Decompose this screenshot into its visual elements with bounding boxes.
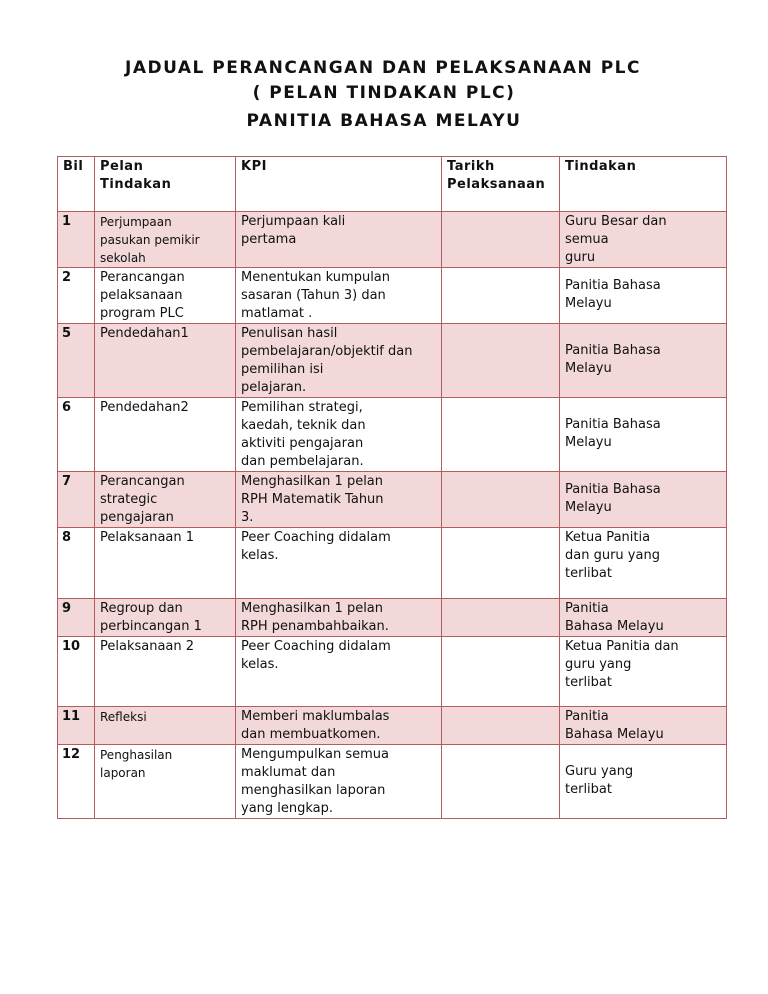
cell-line: Perancangan xyxy=(100,474,185,489)
cell-bil: 1 xyxy=(58,212,95,268)
cell-line: 3. xyxy=(241,510,254,525)
cell-tindakan xyxy=(560,398,727,472)
cell-line: Peer Coaching didalam xyxy=(241,639,391,654)
table-row xyxy=(58,472,727,528)
cell-line: pemilihan isi xyxy=(241,362,324,377)
cell-line: Perancangan xyxy=(100,270,185,285)
cell-bil: 11 xyxy=(58,707,95,745)
cell-tarikh xyxy=(442,745,560,819)
cell-line: Peer Coaching didalam xyxy=(241,530,391,545)
table-row xyxy=(58,528,727,599)
cell-line: aktiviti pengajaran xyxy=(241,436,364,451)
cell-line: guru yang xyxy=(565,657,632,672)
cell-line: Regroup dan xyxy=(100,601,183,616)
cell-pelan-tindakan xyxy=(95,745,236,819)
cell-tarikh xyxy=(442,637,560,707)
cell-line: Pendedahan1 xyxy=(100,326,189,341)
cell-line: RPH penambahbaikan. xyxy=(241,619,389,634)
cell-line: Menghasilkan 1 pelan xyxy=(241,601,384,616)
cell-line: pelaksanaan xyxy=(100,288,183,303)
cell-line: pertama xyxy=(241,232,297,247)
cell-kpi xyxy=(236,707,442,745)
cell-line: Pendedahan2 xyxy=(100,400,189,415)
cell-line: Penulisan hasil xyxy=(241,326,338,341)
cell-tindakan xyxy=(560,745,727,819)
title-line-1: JADUAL PERANCANGAN DAN PELAKSANAAN PLC xyxy=(125,58,641,78)
header-pelan-line-1: Pelan xyxy=(100,159,144,174)
cell-kpi xyxy=(236,398,442,472)
cell-pelan-tindakan xyxy=(95,472,236,528)
cell-line: Guru yang xyxy=(565,764,634,779)
cell-line: Melayu xyxy=(565,500,612,515)
cell-kpi xyxy=(236,268,442,324)
cell-line: terlibat xyxy=(565,782,612,797)
cell-line: Ketua Panitia xyxy=(565,530,651,545)
cell-line: laporan xyxy=(100,766,146,780)
cell-line: Panitia xyxy=(565,601,609,616)
table-header-row xyxy=(58,157,727,212)
cell-line: Menentukan kumpulan xyxy=(241,270,391,285)
cell-line: sasaran (Tahun 3) dan xyxy=(241,288,386,303)
cell-tindakan xyxy=(560,268,727,324)
table-row xyxy=(58,707,727,745)
cell-line: perbincangan 1 xyxy=(100,619,202,634)
cell-pelan-tindakan xyxy=(95,707,236,745)
cell-kpi xyxy=(236,324,442,398)
title-line-3: PANITIA BAHASA MELAYU xyxy=(246,111,522,131)
cell-tindakan xyxy=(560,324,727,398)
cell-line: Ketua Panitia dan xyxy=(565,639,679,654)
title-line-2: ( PELAN TINDAKAN PLC) xyxy=(252,83,516,103)
cell-pelan-tindakan xyxy=(95,637,236,707)
cell-bil: 9 xyxy=(58,599,95,637)
cell-line: Panitia Bahasa xyxy=(565,417,661,432)
cell-kpi xyxy=(236,637,442,707)
cell-line: guru xyxy=(565,250,596,265)
cell-kpi xyxy=(236,599,442,637)
cell-pelan-tindakan xyxy=(95,268,236,324)
cell-kpi xyxy=(236,212,442,268)
cell-line: Panitia Bahasa xyxy=(565,343,661,358)
table-row xyxy=(58,745,727,819)
cell-tarikh xyxy=(442,707,560,745)
cell-line: Refleksi xyxy=(100,710,147,724)
cell-pelan-tindakan xyxy=(95,398,236,472)
header-bil: Bil xyxy=(58,157,95,212)
cell-pelan-tindakan xyxy=(95,528,236,599)
cell-line: Pelaksanaan 1 xyxy=(100,530,195,545)
table-row xyxy=(58,599,727,637)
table-row xyxy=(58,398,727,472)
cell-kpi xyxy=(236,472,442,528)
cell-tindakan xyxy=(560,599,727,637)
header-tarikh-line-2: Pelaksanaan xyxy=(447,177,546,192)
cell-tarikh xyxy=(442,472,560,528)
cell-tindakan xyxy=(560,472,727,528)
cell-line: Memberi maklumbalas xyxy=(241,709,390,724)
cell-line: kelas. xyxy=(241,548,279,563)
cell-bil: 5 xyxy=(58,324,95,398)
cell-kpi xyxy=(236,745,442,819)
cell-tindakan xyxy=(560,528,727,599)
cell-line: matlamat . xyxy=(241,306,313,321)
plc-schedule-table xyxy=(57,156,727,819)
cell-pelan-tindakan xyxy=(95,212,236,268)
cell-bil: 10 xyxy=(58,637,95,707)
cell-tarikh xyxy=(442,212,560,268)
header-pelan-tindakan xyxy=(95,157,236,212)
cell-line: dan guru yang xyxy=(565,548,660,563)
cell-line: Perjumpaan xyxy=(100,215,172,229)
cell-tindakan xyxy=(560,637,727,707)
cell-line: terlibat xyxy=(565,675,612,690)
cell-line: Menghasilkan 1 pelan xyxy=(241,474,384,489)
cell-kpi xyxy=(236,528,442,599)
cell-bil: 2 xyxy=(58,268,95,324)
document-title xyxy=(0,56,768,134)
cell-line: yang lengkap. xyxy=(241,801,334,816)
table-row xyxy=(58,268,727,324)
cell-bil: 8 xyxy=(58,528,95,599)
cell-line: Panitia Bahasa xyxy=(565,482,661,497)
cell-line: Mengumpulkan semua xyxy=(241,747,389,762)
cell-tarikh xyxy=(442,528,560,599)
cell-line: Pemilihan strategi, xyxy=(241,400,363,415)
cell-pelan-tindakan xyxy=(95,599,236,637)
cell-line: sekolah xyxy=(100,251,146,265)
cell-line: dan membuatkomen. xyxy=(241,727,381,742)
cell-line: maklumat dan xyxy=(241,765,336,780)
cell-line: Bahasa Melayu xyxy=(565,727,664,742)
cell-line: pasukan pemikir xyxy=(100,233,200,247)
cell-line: pengajaran xyxy=(100,510,174,525)
cell-line: program PLC xyxy=(100,306,184,321)
cell-line: Panitia xyxy=(565,709,609,724)
cell-line: pelajaran. xyxy=(241,380,307,395)
cell-line: Melayu xyxy=(565,361,612,376)
cell-tarikh xyxy=(442,268,560,324)
cell-tindakan xyxy=(560,707,727,745)
cell-line: pembelajaran/objektif dan xyxy=(241,344,413,359)
table-row xyxy=(58,637,727,707)
header-tindakan: Tindakan xyxy=(560,157,727,212)
cell-tarikh xyxy=(442,599,560,637)
cell-bil: 12 xyxy=(58,745,95,819)
cell-bil: 7 xyxy=(58,472,95,528)
cell-line: Panitia Bahasa xyxy=(565,278,661,293)
cell-line: dan pembelajaran. xyxy=(241,454,364,469)
cell-line: menghasilkan laporan xyxy=(241,783,386,798)
cell-line: RPH Matematik Tahun xyxy=(241,492,384,507)
cell-line: Melayu xyxy=(565,435,612,450)
cell-line: terlibat xyxy=(565,566,612,581)
header-tarikh xyxy=(442,157,560,212)
cell-bil: 6 xyxy=(58,398,95,472)
cell-tindakan xyxy=(560,212,727,268)
header-kpi: KPI xyxy=(236,157,442,212)
cell-line: Perjumpaan kali xyxy=(241,214,346,229)
cell-line: kaedah, teknik dan xyxy=(241,418,366,433)
cell-line: Pelaksanaan 2 xyxy=(100,639,195,654)
cell-line: Melayu xyxy=(565,296,612,311)
cell-line: Bahasa Melayu xyxy=(565,619,664,634)
cell-line: Guru Besar dan xyxy=(565,214,667,229)
cell-line: strategic xyxy=(100,492,158,507)
table-row xyxy=(58,212,727,268)
cell-line: semua xyxy=(565,232,609,247)
header-pelan-line-2: Tindakan xyxy=(100,177,172,192)
cell-tarikh xyxy=(442,398,560,472)
cell-pelan-tindakan xyxy=(95,324,236,398)
table-body xyxy=(58,212,727,819)
cell-line: kelas. xyxy=(241,657,279,672)
table-row xyxy=(58,324,727,398)
cell-tarikh xyxy=(442,324,560,398)
cell-line: Penghasilan xyxy=(100,748,173,762)
header-tarikh-line-1: Tarikh xyxy=(447,159,495,174)
